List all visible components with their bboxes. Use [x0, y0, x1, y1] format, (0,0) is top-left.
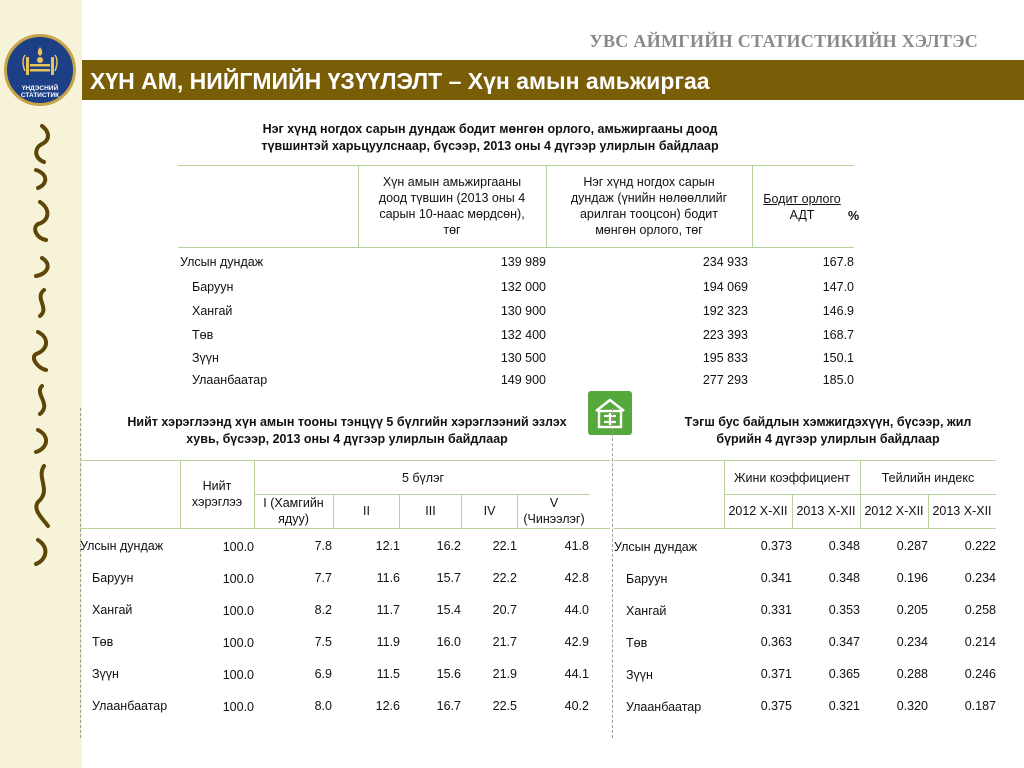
- total-consumption-value: 100.0: [222, 636, 254, 650]
- income-ratio-header: Бодит орлого АДТ: [763, 192, 841, 222]
- table-row-label: Улаанбаатар: [626, 700, 702, 714]
- table-row-label: Улсын дундаж: [80, 539, 164, 553]
- real-income-header: Нэг хүнд ногдох сарын дундаж (үнийн нөлөөллийг арилган тооцсон) бодит мөнгөн орлого, төг: [570, 175, 728, 237]
- table-row-label: Баруун: [626, 572, 668, 586]
- national-statistics-logo: [4, 34, 76, 106]
- subsistence-value: 139 989: [500, 255, 546, 269]
- quintile-4-value: 20.7: [492, 603, 517, 617]
- table-row-label: Баруун: [192, 280, 234, 294]
- table-row-label: Хангай: [626, 604, 667, 618]
- table-row-label: Улсын дундаж: [180, 255, 264, 269]
- quintile-2-value: 12.1: [375, 539, 400, 553]
- income-ratio-value: 167.8: [822, 255, 854, 269]
- total-consumption-header: Нийт хэрэглээ: [191, 479, 243, 509]
- quintile-3-value: 16.2: [436, 539, 461, 553]
- table-row-label: Зүүн: [192, 351, 219, 365]
- real-income-value: 277 293: [702, 373, 748, 387]
- quintile-3-value: 15.6: [436, 667, 461, 681]
- theil-2013-value: 0.222: [964, 539, 996, 553]
- gini-2012-header: 2012 X-XII: [728, 504, 788, 518]
- subsistence-value: 130 900: [500, 304, 546, 318]
- quintile-3-header: III: [425, 504, 436, 518]
- quintile-2-header: II: [363, 504, 370, 518]
- real-income-value: 195 833: [702, 351, 748, 365]
- gini-header: Жини коэффициент: [733, 471, 851, 485]
- quintile-4-value: 22.1: [492, 539, 517, 553]
- percent-unit: %: [848, 209, 860, 223]
- gini-2013-value: 0.365: [828, 667, 860, 681]
- left-decorative-strip: [0, 0, 82, 768]
- table-row-label: Төв: [92, 635, 114, 649]
- table-row-label: Улсын дундаж: [614, 540, 698, 554]
- income-ratio-value: 146.9: [822, 304, 854, 318]
- organization-name: УВС АЙМГИЙН СТАТИСТИКИЙН ХЭЛТЭС: [589, 31, 978, 51]
- total-consumption-value: 100.0: [222, 668, 254, 682]
- subsistence-minimum-header: Хүн амын амьжиргааны доод түвшин (2013 оны 4 сарын 10-наас мөрдсөн), төг: [378, 175, 526, 237]
- theil-2012-value: 0.288: [896, 667, 928, 681]
- quintile-5-value: 44.1: [564, 667, 589, 681]
- theil-2013-value: 0.234: [964, 571, 996, 585]
- real-income-value: 192 323: [702, 304, 748, 318]
- gini-2013-value: 0.348: [828, 539, 860, 553]
- table-row-label: Зүүн: [92, 667, 119, 681]
- quintile-4-header: IV: [483, 504, 496, 518]
- gini-2012-value: 0.371: [760, 667, 792, 681]
- quintile-5-value: 41.8: [564, 539, 589, 553]
- quintile-1-value: 8.0: [314, 699, 332, 713]
- theil-2012-value: 0.287: [896, 539, 928, 553]
- quintile-3-value: 16.0: [436, 635, 461, 649]
- table-row-label: Улаанбаатар: [192, 373, 268, 387]
- quintile-2-value: 11.7: [376, 603, 400, 617]
- quintile-1-value: 7.8: [314, 539, 332, 553]
- table-row-label: Улаанбаатар: [92, 699, 168, 713]
- subsistence-value: 132 400: [500, 328, 546, 342]
- quintile-5-value: 42.9: [564, 635, 589, 649]
- quintile-2-value: 11.9: [376, 635, 400, 649]
- soyombo-icon: [21, 45, 59, 79]
- quintile-1-header: I (Хамгийн ядуу): [263, 496, 324, 526]
- quintile-4-value: 22.5: [492, 699, 517, 713]
- quintile-1-value: 7.7: [314, 571, 332, 585]
- subsistence-value: 149 900: [500, 373, 546, 387]
- gini-2012-value: 0.341: [760, 571, 792, 585]
- theil-2012-header: 2012 X-XII: [864, 504, 924, 518]
- gini-2013-value: 0.348: [828, 571, 860, 585]
- income-ratio-value: 150.1: [822, 351, 854, 365]
- gini-2012-value: 0.375: [760, 699, 792, 713]
- gini-2012-value: 0.331: [760, 603, 792, 617]
- total-consumption-value: 100.0: [222, 700, 254, 714]
- gini-2012-value: 0.363: [760, 635, 792, 649]
- mongolian-script-decoration: [14, 118, 66, 578]
- table-row-label: Баруун: [92, 571, 134, 585]
- gini-2013-value: 0.353: [828, 603, 860, 617]
- quintile-3-value: 16.7: [436, 699, 461, 713]
- quintile-5-value: 44.0: [564, 603, 589, 617]
- real-income-value: 223 393: [702, 328, 748, 342]
- theil-2013-value: 0.258: [964, 603, 996, 617]
- subsistence-value: 132 000: [500, 280, 546, 294]
- gini-2013-header: 2013 X-XII: [796, 504, 856, 518]
- income-ratio-value: 185.0: [822, 373, 854, 387]
- subsistence-value: 130 500: [500, 351, 546, 365]
- income-ratio-value: 147.0: [822, 280, 854, 294]
- table-row-label: Хангай: [92, 603, 133, 617]
- quintile-5-value: 40.2: [564, 699, 589, 713]
- quintile-group-header: 5 бүлэг: [401, 471, 445, 485]
- total-consumption-value: 100.0: [222, 604, 254, 618]
- quintile-1-value: 6.9: [314, 667, 332, 681]
- quintile-4-value: 22.2: [492, 571, 517, 585]
- theil-2013-header: 2013 X-XII: [932, 504, 992, 518]
- quintile-3-value: 15.4: [436, 603, 461, 617]
- logo-caption: ҮНДЭСНИЙ СТАТИСТИК: [20, 85, 60, 99]
- total-consumption-value: 100.0: [222, 540, 254, 554]
- theil-2012-value: 0.205: [896, 603, 928, 617]
- quintile-2-value: 12.6: [375, 699, 400, 713]
- quintile-3-value: 15.7: [436, 571, 461, 585]
- quintile-4-value: 21.9: [492, 667, 517, 681]
- theil-header: Тейлийн индекс: [881, 471, 975, 485]
- gini-2012-value: 0.373: [760, 539, 792, 553]
- consumption-table-caption: Нийт хэрэглээнд хүн амын тооны тэнцүү 5 бүлгийн хэрэглээний эзлэх хувь, бүсээр, 2013 оны 4 дүгээр улирлын байдлаар: [127, 415, 567, 446]
- theil-2012-value: 0.196: [896, 571, 928, 585]
- quintile-1-value: 8.2: [314, 603, 332, 617]
- theil-2013-value: 0.246: [964, 667, 996, 681]
- table-row-label: Төв: [192, 328, 214, 342]
- table-row-label: Хангай: [192, 304, 233, 318]
- theil-2013-value: 0.187: [964, 699, 996, 713]
- quintile-2-value: 11.6: [376, 571, 400, 585]
- real-income-value: 194 069: [702, 280, 748, 294]
- income-ratio-value: 168.7: [822, 328, 854, 342]
- gini-2013-value: 0.321: [828, 699, 860, 713]
- quintile-2-value: 11.5: [376, 667, 400, 681]
- quintile-4-value: 21.7: [492, 635, 517, 649]
- total-consumption-value: 100.0: [222, 572, 254, 586]
- income-table-caption: Нэг хүнд ногдох сарын дундаж бодит мөнгөн орлого, амьжиргааны доод түвшинтэй харьцуулснаар, бүсээр, 2013 оны 4 дүгээр улирлын байдлаар: [261, 122, 719, 153]
- quintile-5-header: V (Чинээлэг): [523, 496, 585, 526]
- theil-2012-value: 0.234: [896, 635, 928, 649]
- theil-2012-value: 0.320: [896, 699, 928, 713]
- quintile-1-value: 7.5: [314, 635, 332, 649]
- table-row-label: Төв: [626, 636, 648, 650]
- theil-2013-value: 0.214: [964, 635, 996, 649]
- gini-2013-value: 0.347: [828, 635, 860, 649]
- page-title: ХҮН АМ, НИЙГМИЙН ҮЗҮҮЛЭЛТ – Хүн амын амьжиргаа: [90, 68, 710, 94]
- table-row-label: Зүүн: [626, 668, 653, 682]
- quintile-5-value: 42.8: [564, 571, 589, 585]
- real-income-value: 234 933: [702, 255, 748, 269]
- inequality-table-caption: Тэгш бус байдлын хэмжигдэхүүн, бүсээр, жил бүрийн 4 дүгээр улирлын байдлаар: [684, 415, 972, 446]
